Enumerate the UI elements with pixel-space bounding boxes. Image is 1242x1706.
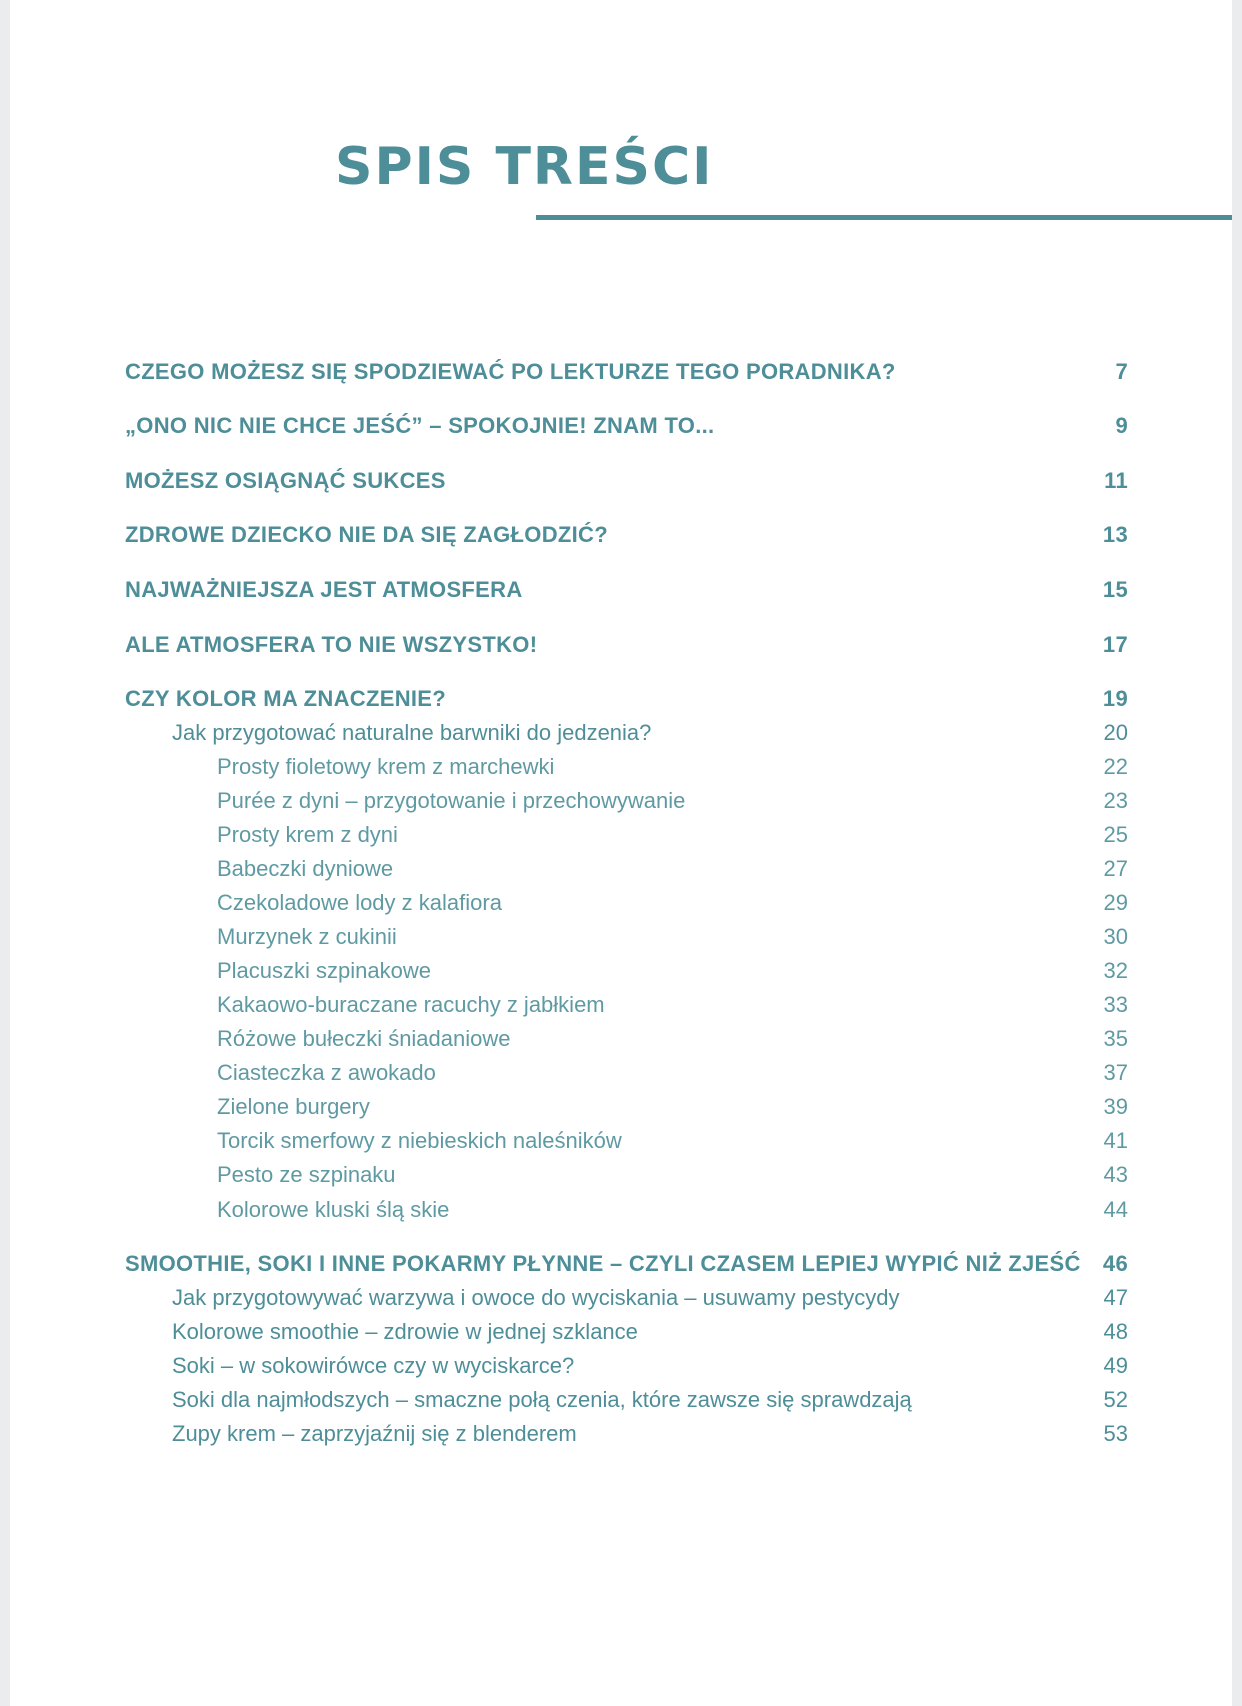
toc-entry[interactable]	[125, 1124, 1128, 1158]
toc-entry-page-number: 13	[1102, 522, 1128, 547]
toc-entry[interactable]	[125, 716, 1128, 750]
page-title: SPIS TREŚCI	[335, 137, 714, 197]
toc-entry-title: Jak przygotowywać warzywa i owoce do wyciskania – usuwamy pestycydy	[172, 1285, 900, 1310]
toc-entry-page-number: 43	[1103, 1162, 1128, 1187]
toc-entry-page-number: 7	[1115, 359, 1128, 384]
toc-entry[interactable]	[125, 886, 1128, 920]
toc-entry[interactable]	[125, 682, 1128, 716]
toc-entry-page-number: 27	[1103, 856, 1128, 881]
toc-entry-page-number: 33	[1103, 992, 1128, 1017]
toc-entry-page-number: 37	[1103, 1060, 1128, 1085]
toc-entry[interactable]	[125, 355, 1128, 389]
toc-entry-title: Pesto ze szpinaku	[217, 1162, 396, 1187]
document-page	[10, 0, 1232, 1706]
toc-entry-page-number: 47	[1103, 1285, 1128, 1310]
toc-entry-page-number: 29	[1103, 890, 1128, 915]
toc-entry[interactable]	[125, 988, 1128, 1022]
toc-entry-page-number: 11	[1104, 468, 1128, 493]
toc-entry-page-number: 32	[1103, 958, 1128, 983]
toc-entry[interactable]	[125, 518, 1128, 552]
toc-entry-page-number: 46	[1102, 1251, 1128, 1276]
toc-entry[interactable]	[125, 628, 1128, 662]
toc-entry[interactable]	[125, 573, 1128, 607]
toc-entry[interactable]	[125, 1281, 1128, 1315]
toc-entry-title: Murzynek z cukinii	[217, 924, 397, 949]
toc-entry[interactable]	[125, 1315, 1128, 1349]
toc-entry-title: Prosty krem z dyni	[217, 822, 398, 847]
toc-entry-page-number: 30	[1103, 924, 1128, 949]
toc-entry[interactable]	[125, 818, 1128, 852]
toc-entry-page-number: 41	[1103, 1128, 1128, 1153]
toc-entry-title: Jak przygotować naturalne barwniki do jedzenia?	[172, 720, 652, 745]
toc-entry[interactable]	[125, 954, 1128, 988]
toc-entry-page-number: 17	[1102, 632, 1128, 657]
toc-entry-title: Kakaowo-buraczane racuchy z jabłkiem	[217, 992, 605, 1017]
toc-entry-title: Czekoladowe lody z kalafiora	[217, 890, 502, 915]
toc-entry-page-number: 44	[1103, 1197, 1128, 1222]
toc-entry-page-number: 9	[1115, 413, 1128, 438]
toc-entry[interactable]	[125, 1349, 1128, 1383]
toc-entry-page-number: 23	[1103, 788, 1128, 813]
toc-entry-page-number: 19	[1102, 686, 1128, 711]
toc-entry-title: Babeczki dyniowe	[217, 856, 394, 881]
toc-entry-title: CZEGO MOŻESZ SIĘ SPODZIEWAĆ PO LEKTURZE TEGO PORADNIKA?	[125, 359, 896, 384]
toc-entry-title: Prosty fioletowy krem z marchewki	[217, 754, 555, 779]
toc-entry-title: Kolorowe smoothie – zdrowie w jednej szklance	[172, 1319, 638, 1344]
toc-entry[interactable]	[125, 409, 1128, 443]
toc-entry[interactable]	[125, 852, 1128, 886]
toc-entry-title: Zupy krem – zaprzyjaźnij się z blenderem	[172, 1421, 577, 1446]
title-underline	[536, 215, 1232, 220]
toc-entry[interactable]	[125, 1158, 1128, 1192]
toc-entry[interactable]	[125, 1193, 1128, 1227]
toc-entry-title: „ONO NIC NIE CHCE JEŚĆ” – SPOKOJNIE! ZNAM TO...	[125, 413, 715, 438]
toc-entry-page-number: 15	[1102, 577, 1128, 602]
toc-entry-page-number: 52	[1103, 1387, 1128, 1412]
toc-entry-title: Kolorowe kluski ślą skie	[217, 1197, 450, 1222]
toc-entry[interactable]	[125, 920, 1128, 954]
toc-entry-page-number: 22	[1103, 754, 1128, 779]
toc-entry-page-number: 48	[1103, 1319, 1128, 1344]
toc-entry-title: ZDROWE DZIECKO NIE DA SIĘ ZAGŁODZIĆ?	[125, 522, 608, 547]
toc-entry-title: Różowe bułeczki śniadaniowe	[217, 1026, 511, 1051]
toc-entry-title: Purée z dyni – przygotowanie i przechowywanie	[217, 788, 686, 813]
toc-entry[interactable]	[125, 750, 1128, 784]
toc-entry[interactable]	[125, 1417, 1128, 1451]
toc-entry[interactable]	[125, 1247, 1128, 1281]
toc-entry-title: Zielone burgery	[217, 1094, 370, 1119]
toc-entry-title: Placuszki szpinakowe	[217, 958, 431, 983]
toc-entry-title: Soki dla najmłodszych – smaczne połą czenia, które zawsze się sprawdzają	[172, 1387, 912, 1412]
toc-entry[interactable]	[125, 1022, 1128, 1056]
toc-entry[interactable]	[125, 784, 1128, 818]
toc-entry-title: Soki – w sokowirówce czy w wyciskarce?	[172, 1353, 575, 1378]
toc-entry-page-number: 25	[1103, 822, 1128, 847]
toc-entry[interactable]	[125, 464, 1128, 498]
toc-entry-title: SMOOTHIE, SOKI I INNE POKARMY PŁYNNE – CZYLI CZASEM LEPIEJ WYPIĆ NIŻ ZJEŚĆ	[125, 1251, 1081, 1276]
toc-entry-title: ALE ATMOSFERA TO NIE WSZYSTKO!	[125, 632, 538, 657]
toc-entry-title: MOŻESZ OSIĄGNĄĆ SUKCES	[125, 468, 446, 493]
toc-entry-page-number: 39	[1103, 1094, 1128, 1119]
toc-entry-page-number: 49	[1103, 1353, 1128, 1378]
toc-entry-page-number: 53	[1103, 1421, 1128, 1446]
toc-entry-page-number: 35	[1103, 1026, 1128, 1051]
toc-entry[interactable]	[125, 1090, 1128, 1124]
toc-entry-title: NAJWAŻNIEJSZA JEST ATMOSFERA	[125, 577, 523, 602]
toc-entry[interactable]	[125, 1383, 1128, 1417]
toc-entry[interactable]	[125, 1056, 1128, 1090]
toc-entry-title: Ciasteczka z awokado	[217, 1060, 436, 1085]
toc-entry-page-number: 20	[1103, 720, 1128, 745]
toc-entry-title: Torcik smerfowy z niebieskich naleśników	[217, 1128, 622, 1153]
toc-entry-title: CZY KOLOR MA ZNACZENIE?	[125, 686, 447, 711]
